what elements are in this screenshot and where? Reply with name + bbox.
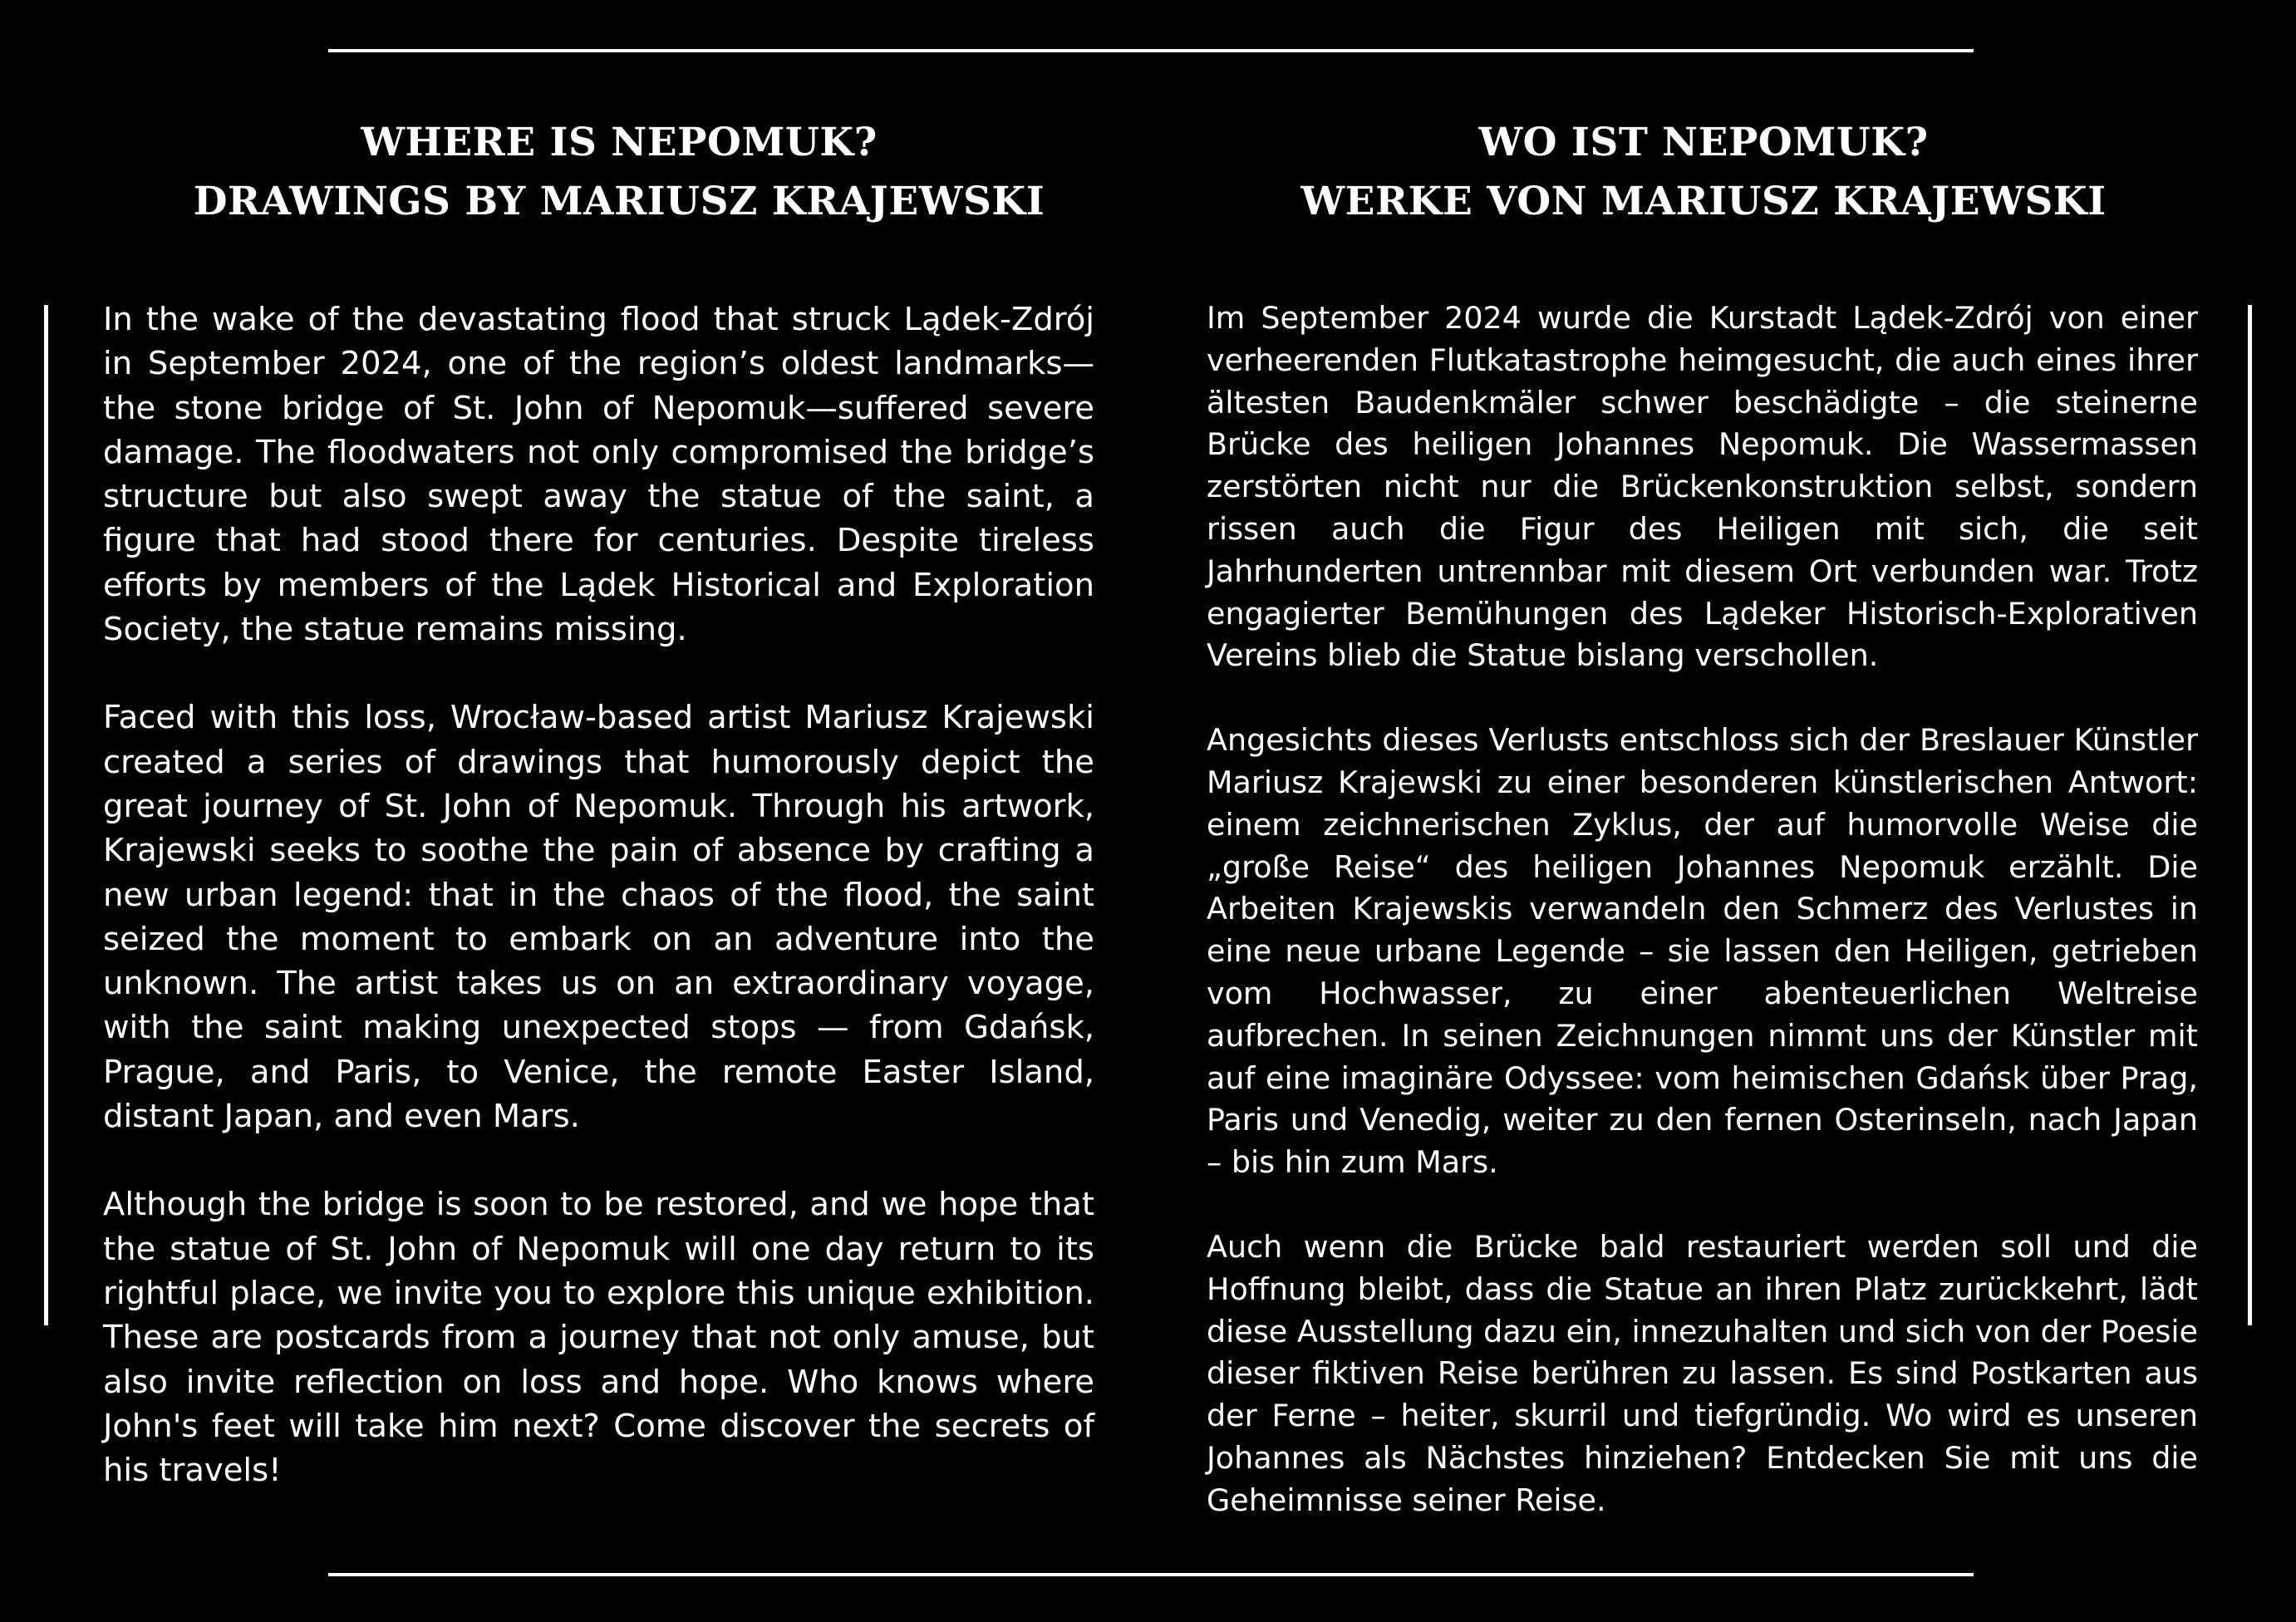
german-paragraph-2: Angesichts dieses Verlusts entschloss sich der Breslauer Künstler Mariusz Krajewski zu einer besonderen künstlerischen Antwort: einem zeichnerischen Zyklus, der auf humorvolle Weise die „große Reise“ des heiligen Johannes Nepomuk erzählt. Die Arbeiten Krajewskis verwandeln den Schmerz des Verlustes in eine neue urbane Legende – sie lassen den Heiligen, getrieben vom Hochwasser, zu einer abenteuerlichen Weltreise aufbrechen. In seinen Zeichnungen nimmt uns der Künstler mit auf eine imaginäre Odyssee: vom heimischen Gdańsk über Prag, Paris und Venedig, weiter zu den fernen Osterinseln, nach Japan – bis hin zum Mars. bbox=[1207, 722, 2198, 1181]
german-column bbox=[1207, 297, 2198, 1522]
english-paragraph-3: Although the bridge is soon to be restored, and we hope that the statue of St. John of Nepomuk will one day return to its rightful place, we invite you to explore this unique exhibition. These are postcards from a journey that not only amuse, but also invite reflection on loss and hope. Who knows where John's feet will take him next? Come discover the secrets of his travels! bbox=[103, 1186, 1094, 1490]
german-paragraph-1: Im September 2024 wurde die Kurstadt Lądek-Zdrój von einer verheerenden Flutkatastrophe heimgesucht, die auch eines ihrer ältesten Baudenkmäler schwer beschädigte – die steinerne Brücke des heiligen Johannes Nepomuk. Die Wassermassen zerstörten nicht nur die Brückenkonstruktion selbst, sondern rissen auch die Figur des Heiligen mit sich, die seit Jahrhunderten untrennbar mit diesem Ort verbunden war. Trotz engagierter Bemühungen des Lądeker Historisch-Explorativen Vereins blieb die Statue bislang verschollen. bbox=[1207, 300, 2198, 674]
german-title-line2: WERKE VON MARIUSZ KRAJEWSKI bbox=[1300, 179, 2107, 224]
english-heading bbox=[83, 113, 1155, 231]
left-accent-bar bbox=[44, 305, 48, 1325]
english-column bbox=[103, 297, 1094, 1492]
right-accent-bar bbox=[2248, 305, 2252, 1325]
english-paragraph-1: In the wake of the devastating flood that struck Lądek-Zdrój in September 2024, one of the region’s oldest landmarks—the stone bridge of St. John of Nepomuk—suffered severe damage. The floodwaters not only compromised the bridge’s structure but also swept away the statue of the saint, a figure that had stood there for centuries. Despite tireless efforts by members of the Lądek Historical and Exploration Society, the statue remains missing. bbox=[103, 301, 1094, 649]
english-title-line2: DRAWINGS BY MARIUSZ KRAJEWSKI bbox=[193, 179, 1045, 224]
bottom-divider bbox=[328, 1573, 1974, 1576]
german-paragraph-3: Auch wenn die Brücke bald restauriert werden soll und die Hoffnung bleibt, dass die Statue an ihren Platz zurückkehrt, lädt diese Ausstellung dazu ein, innezuhalten und sich von der Poesie dieser fiktiven Reise berühren zu lassen. Es sind Postkarten aus der Ferne – heiter, skurril und tiefgründig. Wo wird es unseren Johannes als Nächstes hinziehen? Entdecken Sie mit uns die Geheimnisse seiner Reise. bbox=[1207, 1228, 2198, 1518]
english-paragraph-2: Faced with this loss, Wrocław-based artist Mariusz Krajewski created a series of drawings that humorously depict the great journey of St. John of Nepomuk. Through his artwork, Krajewski seeks to soothe the pain of absence by crafting a new urban legend: that in the chaos of the flood, the saint seized the moment to embark on an adventure into the unknown. The artist takes us on an extraordinary voyage, with the saint making unexpected stops — from Gdańsk, Prague, and Paris, to Venice, the remote Easter Island, distant Japan, and even Mars. bbox=[103, 699, 1094, 1136]
top-divider bbox=[328, 49, 1974, 52]
english-title-line1: WHERE IS NEPOMUK? bbox=[361, 120, 878, 165]
german-heading bbox=[1163, 113, 2244, 231]
german-title-line1: WO IST NEPOMUK? bbox=[1478, 120, 1929, 165]
